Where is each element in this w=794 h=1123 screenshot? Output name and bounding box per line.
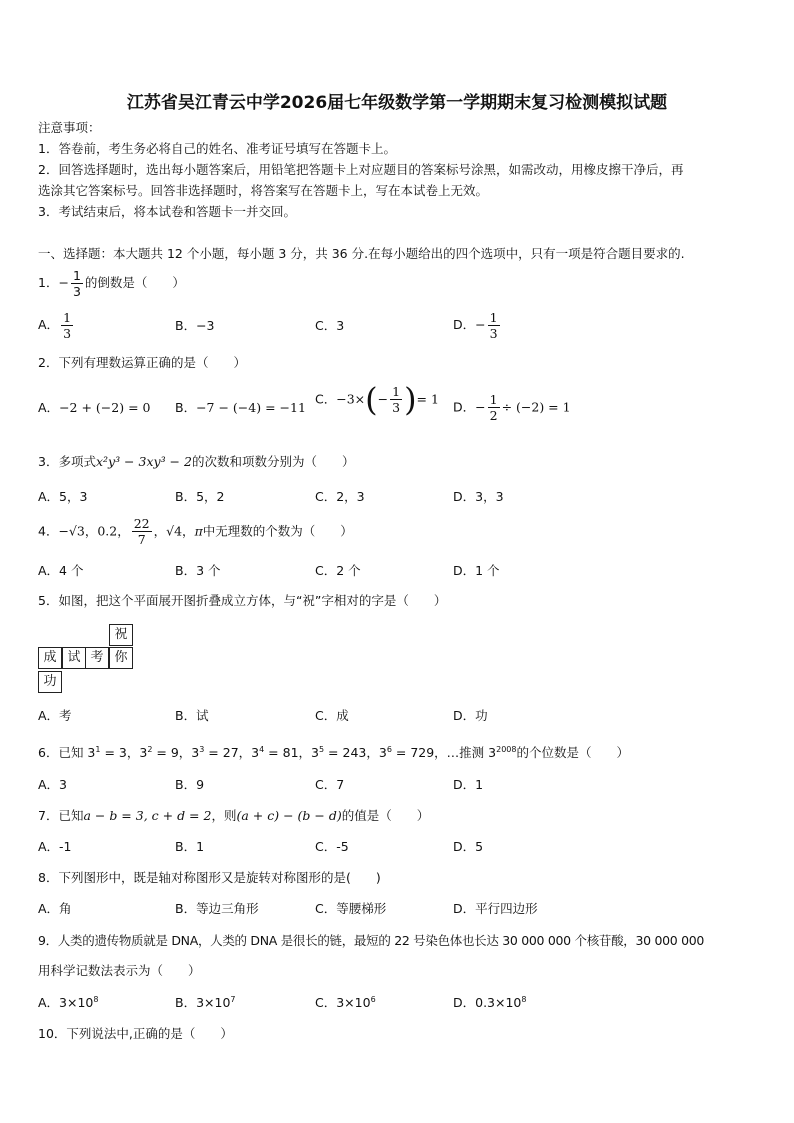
net-cell-zhu: 祝: [109, 624, 133, 646]
q1-number: 1．: [38, 275, 59, 290]
question-10: 10．下列说法中,正确的是（ ）: [38, 1026, 233, 1041]
question-4: 4．−√3，0.2， $\frac{22}{7}$ ，√4，π中无理数的个数为（ ）: [38, 516, 353, 547]
q6-option-a: A．3: [38, 777, 68, 792]
q1-suffix: 的倒数是（ ）: [84, 275, 185, 290]
q3-option-c: C．2，3: [315, 489, 365, 504]
q4-option-d: D．1 个: [453, 563, 500, 578]
question-7: 7．已知a − b = 3, c + d = 2，则(a + c) − (b − d)的值是（ ）: [38, 808, 430, 823]
notes-heading: 注意事项：: [38, 120, 101, 135]
q6-option-d: D．1: [453, 777, 484, 792]
question-8: 8．下列图形中，既是轴对称图形又是旋转对称图形的是( ): [38, 870, 381, 885]
q2-option-a: A．−2 + (−2) = 0: [38, 400, 151, 415]
q5-option-c: C．成: [315, 708, 349, 723]
q6-option-b: B．9: [175, 777, 205, 792]
q7-option-b: B．1: [175, 839, 205, 854]
page-title: 江苏省吴江青云中学2026届七年级数学第一学期期末复习检测模拟试题: [126, 93, 668, 113]
q3-option-a: A．5，3: [38, 489, 88, 504]
note-3: 3．考试结束后，将本试卷和答题卡一并交回。: [38, 204, 296, 219]
q7-condition: a − b = 3, c + d = 2: [83, 808, 212, 823]
q1-option-a: A． $\frac{1}{3}$: [38, 310, 72, 341]
q8-option-b: B．等边三角形: [175, 901, 259, 916]
q2-option-d: D．− $\frac{1}{2}$ ÷ (−2) = 1: [453, 392, 571, 423]
question-6: 6．已知 $3^1 = 3$，$3^2 = 9$，$3^3 = 27$，$3^4 = 81$，$3^5 = 243$，$3^6 = 729$，…推测 $3^{2008}$的个位数是（ ）: [38, 744, 629, 760]
q1-fraction: $\frac{1}{3}$: [72, 268, 81, 299]
q7-option-d: D．5: [453, 839, 484, 854]
q2-option-b: B．−7 − (−4) = −11: [175, 400, 306, 415]
q6-option-c: C．7: [315, 777, 345, 792]
q7-option-c: C．-5: [315, 839, 349, 854]
q1-option-b: B．−3: [175, 318, 215, 333]
note-2a: 2．回答选择题时，选出每小题答案后，用铅笔把答题卡上对应题目的答案标号涂黑，如需改动，用橡皮擦干净后，再: [38, 162, 684, 177]
q2-option-c: C．−3×(− $\frac{1}{3}$ )= 1: [315, 380, 439, 419]
q3-option-b: B．5，2: [175, 489, 225, 504]
q8-option-a: A．角: [38, 901, 72, 916]
net-cell-cheng: 成: [38, 647, 62, 669]
q9-option-a: A．$3\times 10^8$: [38, 994, 99, 1010]
q5-option-d: D．功: [453, 708, 488, 723]
q4-option-a: A．4 个: [38, 563, 84, 578]
q8-option-c: C．等腰梯形: [315, 901, 387, 916]
q9-option-b: B．$3\times 10^7$: [175, 994, 236, 1010]
q5-option-b: B．试: [175, 708, 209, 723]
question-5: 5．如图，把这个平面展开图折叠成立方体，与“祝”字相对的字是（ ）: [38, 593, 447, 608]
q1-neg: −: [58, 275, 69, 290]
question-2: 2．下列有理数运算正确的是（ ）: [38, 355, 246, 370]
q1-option-d: D．− $\frac{1}{3}$: [453, 310, 498, 341]
question-3: 3．多项式x²y³ − 3xy³ − 2的次数和项数分别为（ ）: [38, 454, 355, 469]
question-9-line1: 9．人类的遗传物质就是 DNA，人类的 DNA 是很长的链，最短的 22 号染色体也长达 30 000 000 个核苷酸，30 000 000: [38, 933, 705, 948]
note-1: 1．答卷前，考生务必将自己的姓名、准考证号填写在答题卡上。: [38, 141, 396, 156]
section-heading: 一、选择题：本大题共 12 个小题，每小题 3 分，共 36 分.在每小题给出的四个选项中，只有一项是符合题目要求的.: [38, 246, 685, 261]
question-9-line2: 用科学记数法表示为（ ）: [38, 963, 201, 978]
q1-option-c: C．3: [315, 318, 345, 333]
note-2b: 选涂其它答案标号。回答非选择题时，将答案写在答题卡上，写在本试卷上无效。: [38, 183, 489, 198]
q5-option-a: A．考: [38, 708, 72, 723]
net-cell-ni: 你: [109, 647, 133, 669]
net-cell-gong: 功: [38, 671, 62, 693]
q3-polynomial: x²y³ − 3xy³ − 2: [95, 454, 192, 469]
q7-option-a: A．-1: [38, 839, 72, 854]
q8-option-d: D．平行四边形: [453, 901, 538, 916]
net-cell-shi: 试: [62, 647, 86, 669]
question-1: [38, 268, 185, 299]
q4-option-b: B．3 个: [175, 563, 221, 578]
q3-option-d: D．3，3: [453, 489, 504, 504]
q9-option-d: D．$0.3\times 10^8$: [453, 994, 527, 1010]
q7-expression: (a + c) − (b − d): [236, 808, 342, 823]
q9-option-c: C．$3\times 10^6$: [315, 994, 376, 1010]
q4-option-c: C．2 个: [315, 563, 361, 578]
net-cell-kao: 考: [85, 647, 109, 669]
